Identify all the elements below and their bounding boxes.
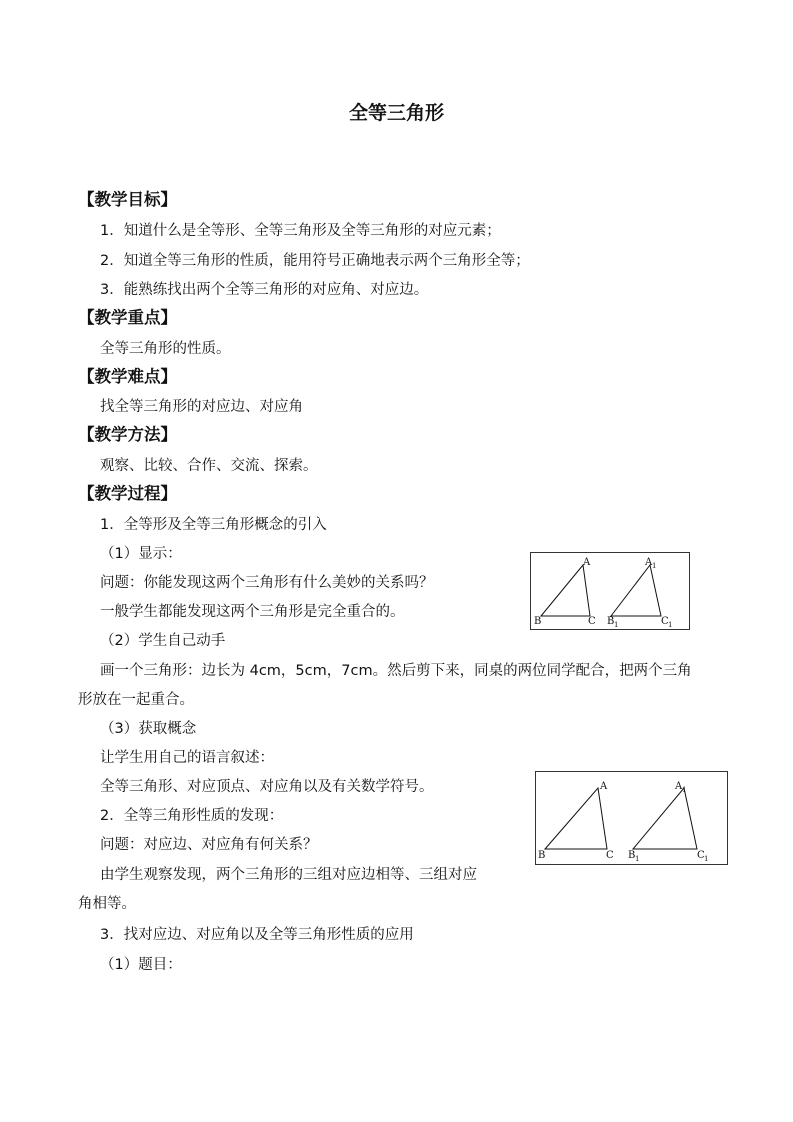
label-b1-subscript: 1	[635, 855, 640, 863]
triangle-a1b1c1	[611, 565, 661, 616]
objective-item-1: 1．知道什么是全等形、全等三角形及全等三角形的对应元素；	[100, 223, 501, 239]
process-line: 问题：你能发现这两个三角形有什么美妙的关系吗？	[100, 575, 434, 591]
process-line: 角相等。	[78, 896, 136, 912]
label-c1: C	[661, 616, 669, 627]
process-line: 由学生观察发现，两个三角形的三组对应边相等、三组对应	[100, 867, 477, 883]
label-b1: B	[628, 850, 636, 861]
label-a: A	[600, 781, 608, 792]
difficulties-text: 找全等三角形的对应边、对应角	[100, 399, 303, 415]
key-points-heading: 【教学重点】	[78, 308, 177, 327]
triangle-figure-2	[535, 771, 728, 865]
label-c1-subscript: 1	[668, 621, 673, 629]
label-a: A	[583, 557, 591, 568]
label-a1: A	[675, 781, 683, 792]
label-c: C	[588, 616, 596, 627]
triangle-figure-1	[530, 552, 690, 630]
triangle-abc	[545, 788, 607, 849]
process-line: （1）显示：	[100, 546, 182, 562]
process-line: 一般学生都能发现这两个三角形是完全重合的。	[100, 604, 405, 620]
methods-heading: 【教学方法】	[78, 425, 177, 444]
key-points-text: 全等三角形的性质。	[100, 341, 231, 357]
label-b1: B	[607, 616, 615, 627]
label-a1-subscript: 1	[652, 562, 657, 570]
objectives-heading: 【教学目标】	[78, 190, 177, 209]
methods-text: 观察、比较、合作、交流、探索。	[100, 458, 318, 474]
label-a1: A	[645, 557, 653, 568]
label-a1-subscript: 1	[682, 786, 687, 794]
process-line: （1）题目：	[100, 957, 182, 973]
process-line: （2）学生自己动手	[100, 633, 226, 649]
label-c1-subscript: 1	[704, 855, 709, 863]
process-line: 全等三角形、对应顶点、对应角以及有关数学符号。	[100, 779, 434, 795]
triangle-a1b1c1	[633, 788, 697, 849]
objective-item-3: 3．能熟练找出两个全等三角形的对应角、对应边。	[100, 282, 429, 298]
process-line: 2．全等三角形性质的发现：	[100, 808, 284, 824]
process-line: 让学生用自己的语言叙述：	[100, 750, 274, 766]
page-title: 全等三角形	[348, 102, 444, 124]
label-b1-subscript: 1	[614, 621, 619, 629]
process-heading: 【教学过程】	[78, 484, 177, 503]
process-line: 形放在一起重合。	[78, 692, 194, 708]
difficulties-heading: 【教学难点】	[78, 367, 177, 386]
label-b: B	[538, 850, 546, 861]
process-line: 1．全等形及全等三角形概念的引入	[100, 517, 327, 533]
process-line: 问题：对应边、对应角有何关系？	[100, 837, 318, 853]
process-line: 3．找对应边、对应角以及全等三角形性质的应用	[100, 927, 414, 943]
objective-item-2: 2．知道全等三角形的性质，能用符号正确地表示两个三角形全等；	[100, 253, 530, 269]
process-line: 画一个三角形：边长为 4cm，5cm，7cm。然后剪下来，同桌的两位同学配合，把两个三角	[100, 663, 692, 679]
label-b: B	[534, 616, 542, 627]
triangle-abc	[541, 565, 590, 616]
label-c: C	[606, 850, 614, 861]
label-c1: C	[697, 850, 705, 861]
process-line: （3）获取概念	[100, 721, 197, 737]
